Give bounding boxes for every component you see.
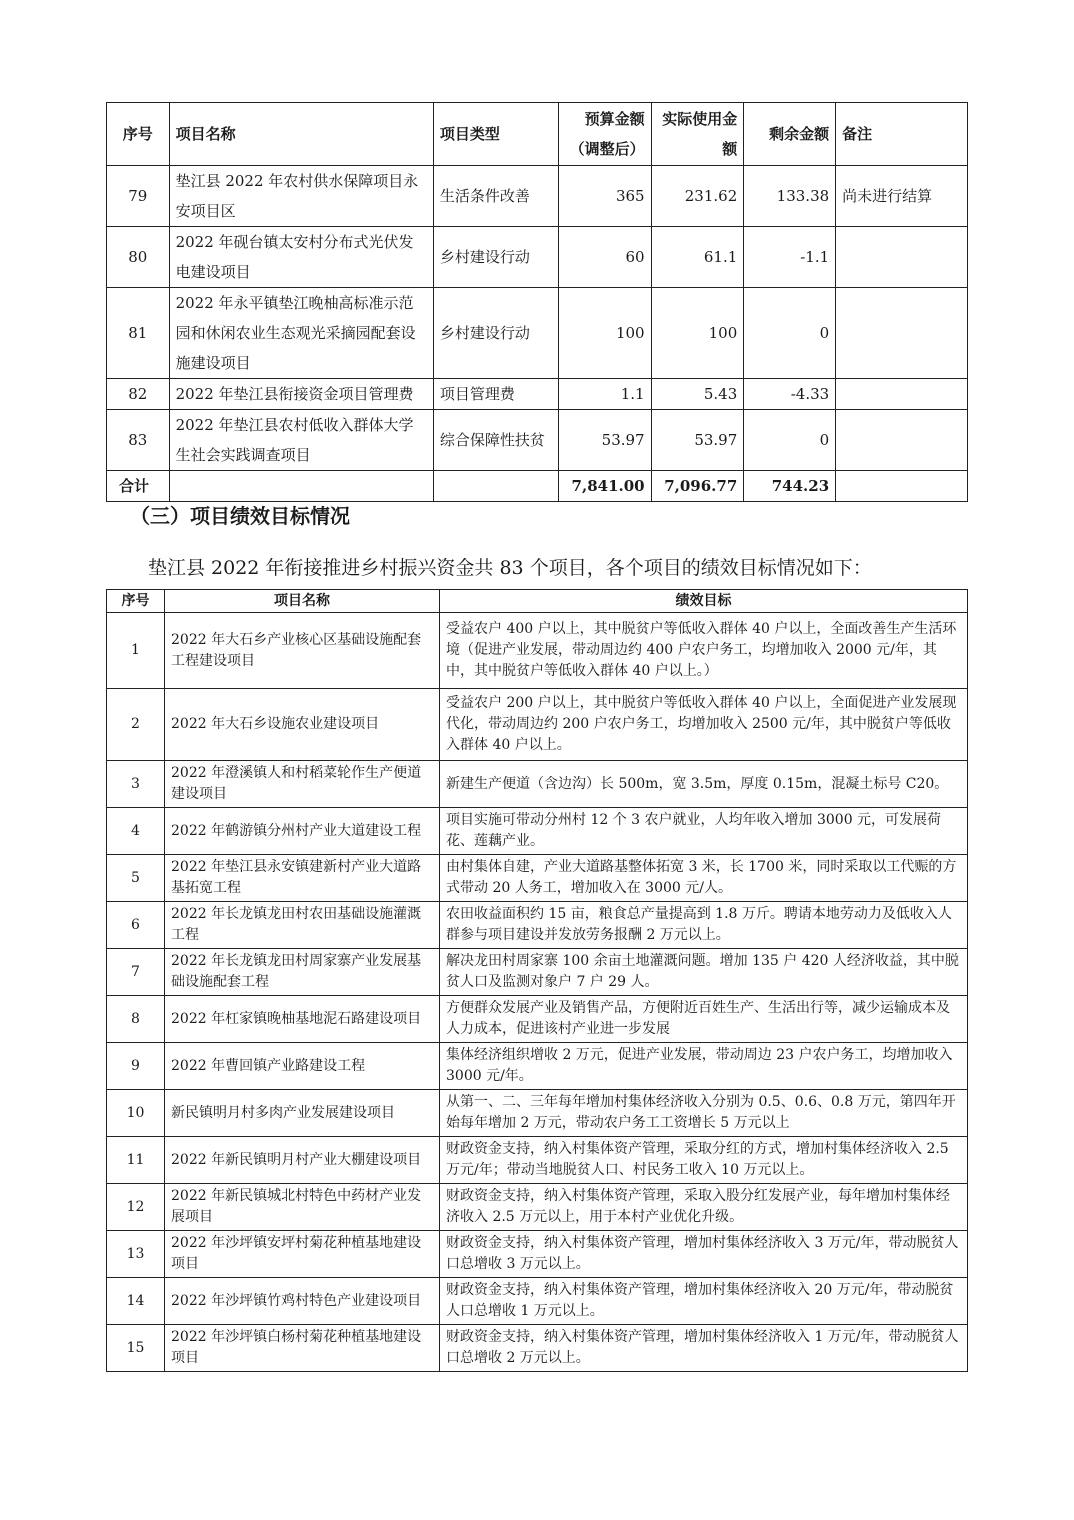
total-row [107, 471, 968, 502]
cell-empty [169, 471, 433, 502]
cell-name: 2022 年垫江县农村低收入群体大学生社会实践调查项目 [169, 410, 433, 471]
cell-remain: -1.1 [744, 227, 836, 288]
cell-remain: -4.33 [744, 379, 836, 410]
cell-no: 5 [107, 855, 165, 902]
cell-budget: 365 [558, 166, 651, 227]
cell-type: 乡村建设行动 [433, 227, 558, 288]
intro-paragraph: 垫江县 2022 年衔接推进乡村振兴资金共 83 个项目，各个项目的绩效目标情况如下： [148, 557, 872, 579]
table-row [107, 902, 968, 949]
table-row [107, 855, 968, 902]
cell-no: 3 [107, 761, 165, 808]
cell-note [836, 227, 968, 288]
cell-no: 83 [107, 410, 170, 471]
header-actual: 实际使用金额 [651, 103, 744, 166]
cell-name: 2022 年曹回镇产业路建设工程 [165, 1043, 440, 1090]
header-budget: 预算金额（调整后） [558, 103, 651, 166]
cell-name: 2022 年永平镇垫江晚柚高标准示范园和休闲农业生态观光采摘园配套设施建设项目 [169, 288, 433, 379]
cell-no: 8 [107, 996, 165, 1043]
cell-no: 6 [107, 902, 165, 949]
cell-name: 2022 年新民镇明月村产业大棚建设项目 [165, 1137, 440, 1184]
cell-goal: 受益农户 400 户以上，其中脱贫户等低收入群体 40 户以上，全面改善生产生活环境（促进产业发展，带动周边约 400 户农户务工，均增加收入 2000 元/年，其中，其中脱贫户等低收入群体 40 户以上。） [440, 613, 968, 689]
cell-note [836, 288, 968, 379]
cell-no: 10 [107, 1090, 165, 1137]
cell-no: 12 [107, 1184, 165, 1231]
cell-no: 2 [107, 689, 165, 761]
header-note: 备注 [836, 103, 968, 166]
cell-name: 2022 年砚台镇太安村分布式光伏发电建设项目 [169, 227, 433, 288]
cell-goal: 财政资金支持，纳入村集体资产管理，采取入股分红发展产业，每年增加村集体经济收入 2.5 万元以上，用于本村产业优化升级。 [440, 1184, 968, 1231]
cell-actual: 61.1 [651, 227, 744, 288]
table-row [107, 949, 968, 996]
cell-note: 尚未进行结算 [836, 166, 968, 227]
cell-actual: 100 [651, 288, 744, 379]
cell-goal: 方便群众发展产业及销售产品，方便附近百姓生产、生活出行等，减少运输成本及人力成本，促进该村产业进一步发展 [440, 996, 968, 1043]
table-row [107, 1325, 968, 1372]
cell-goal: 解决龙田村周家寨 100 余亩土地灌溉问题。增加 135 户 420 人经济收益，其中脱贫人口及监测对象户 7 户 29 人。 [440, 949, 968, 996]
cell-note [836, 379, 968, 410]
cell-name: 新民镇明月村多肉产业发展建设项目 [165, 1090, 440, 1137]
header-no: 序号 [107, 590, 165, 613]
cell-no: 82 [107, 379, 170, 410]
cell-note [836, 410, 968, 471]
table-row [107, 1137, 968, 1184]
cell-no: 80 [107, 227, 170, 288]
table-row [107, 166, 968, 227]
header-remain: 剩余金额 [744, 103, 836, 166]
cell-goal: 财政资金支持，纳入村集体资产管理，增加村集体经济收入 20 万元/年，带动脱贫人口总增收 1 万元以上。 [440, 1278, 968, 1325]
header-no: 序号 [107, 103, 170, 166]
cell-budget: 1.1 [558, 379, 651, 410]
cell-type: 项目管理费 [433, 379, 558, 410]
table-row [107, 379, 968, 410]
cell-no: 81 [107, 288, 170, 379]
section-title: （三）项目绩效目标情况 [130, 504, 350, 528]
cell-name: 2022 年大石乡设施农业建设项目 [165, 689, 440, 761]
total-label: 合计 [107, 471, 170, 502]
cell-no: 14 [107, 1278, 165, 1325]
cell-remain: 0 [744, 410, 836, 471]
header-name: 项目名称 [169, 103, 433, 166]
cell-goal: 项目实施可带动分州村 12 个 3 农户就业，人均年收入增加 3000 元，可发展荷花、莲藕产业。 [440, 808, 968, 855]
cell-remain: 133.38 [744, 166, 836, 227]
table-row [107, 689, 968, 761]
cell-goal: 财政资金支持，纳入村集体资产管理，增加村集体经济收入 1 万元/年，带动脱贫人口总增收 2 万元以上。 [440, 1325, 968, 1372]
cell-budget: 60 [558, 227, 651, 288]
total-actual: 7,096.77 [651, 471, 744, 502]
cell-name: 2022 年杠家镇晚柚基地泥石路建设项目 [165, 996, 440, 1043]
cell-name: 2022 年澄溪镇人和村稻菜轮作生产便道建设项目 [165, 761, 440, 808]
cell-no: 1 [107, 613, 165, 689]
header-name: 项目名称 [165, 590, 440, 613]
cell-empty [836, 471, 968, 502]
table-header-row [107, 590, 968, 613]
table-row [107, 1184, 968, 1231]
cell-actual: 53.97 [651, 410, 744, 471]
cell-name: 2022 年沙坪镇竹鸡村特色产业建设项目 [165, 1278, 440, 1325]
cell-name: 2022 年新民镇城北村特色中药材产业发展项目 [165, 1184, 440, 1231]
cell-goal: 财政资金支持，纳入村集体资产管理，采取分红的方式，增加村集体经济收入 2.5 万元/年；带动当地脱贫人口、村民务工收入 10 万元以上。 [440, 1137, 968, 1184]
cell-type: 生活条件改善 [433, 166, 558, 227]
table-row [107, 288, 968, 379]
cell-name: 2022 年垫江县永安镇建新村产业大道路基拓宽工程 [165, 855, 440, 902]
table-row [107, 761, 968, 808]
cell-name: 2022 年长龙镇龙田村周家寨产业发展基础设施配套工程 [165, 949, 440, 996]
cell-name: 2022 年大石乡产业核心区基础设施配套工程建设项目 [165, 613, 440, 689]
cell-goal: 集体经济组织增收 2 万元，促进产业发展，带动周边 23 户农户务工，均增加收入 3000 元/年。 [440, 1043, 968, 1090]
cell-no: 9 [107, 1043, 165, 1090]
cell-name: 2022 年鹤游镇分州村产业大道建设工程 [165, 808, 440, 855]
fund-usage-table [106, 102, 968, 502]
header-goal: 绩效目标 [440, 590, 968, 613]
cell-remain: 0 [744, 288, 836, 379]
cell-type: 综合保障性扶贫 [433, 410, 558, 471]
cell-name: 垫江县 2022 年农村供水保障项目永安项目区 [169, 166, 433, 227]
cell-actual: 5.43 [651, 379, 744, 410]
cell-goal: 农田收益面积约 15 亩，粮食总产量提高到 1.8 万斤。聘请本地劳动力及低收入人群参与项目建设并发放劳务报酬 2 万元以上。 [440, 902, 968, 949]
cell-goal: 由村集体自建，产业大道路基整体拓宽 3 米，长 1700 米，同时采取以工代赈的方式带动 20 人务工，增加收入在 3000 元/人。 [440, 855, 968, 902]
performance-goals-table [106, 589, 968, 1372]
table-header-row [107, 103, 968, 166]
cell-empty [433, 471, 558, 502]
table-row [107, 1278, 968, 1325]
table-row [107, 1090, 968, 1137]
table-row [107, 808, 968, 855]
cell-no: 79 [107, 166, 170, 227]
cell-no: 13 [107, 1231, 165, 1278]
cell-goal: 财政资金支持，纳入村集体资产管理，增加村集体经济收入 3 万元/年，带动脱贫人口总增收 3 万元以上。 [440, 1231, 968, 1278]
cell-goal: 从第一、二、三年每年增加村集体经济收入分别为 0.5、0.6、0.8 万元，第四年开始每年增加 2 万元，带动农户务工工资增长 5 万元以上 [440, 1090, 968, 1137]
cell-actual: 231.62 [651, 166, 744, 227]
table-row [107, 1043, 968, 1090]
total-remain: 744.23 [744, 471, 836, 502]
cell-name: 2022 年沙坪镇安坪村菊花种植基地建设项目 [165, 1231, 440, 1278]
cell-budget: 53.97 [558, 410, 651, 471]
cell-goal: 受益农户 200 户以上，其中脱贫户等低收入群体 40 户以上，全面促进产业发展现代化，带动周边约 200 户农户务工，均增加收入 2500 元/年，其中脱贫户等低收入群体 40 户以上。 [440, 689, 968, 761]
cell-goal: 新建生产便道（含边沟）长 500m，宽 3.5m，厚度 0.15m，混凝土标号 C20。 [440, 761, 968, 808]
cell-name: 2022 年垫江县衔接资金项目管理费 [169, 379, 433, 410]
cell-no: 7 [107, 949, 165, 996]
table-row [107, 227, 968, 288]
total-budget: 7,841.00 [558, 471, 651, 502]
table-row [107, 410, 968, 471]
cell-no: 4 [107, 808, 165, 855]
cell-type: 乡村建设行动 [433, 288, 558, 379]
cell-name: 2022 年长龙镇龙田村农田基础设施灌溉工程 [165, 902, 440, 949]
cell-name: 2022 年沙坪镇白杨村菊花种植基地建设项目 [165, 1325, 440, 1372]
cell-no: 11 [107, 1137, 165, 1184]
cell-budget: 100 [558, 288, 651, 379]
table-row [107, 613, 968, 689]
cell-no: 15 [107, 1325, 165, 1372]
table-row [107, 1231, 968, 1278]
table-row [107, 996, 968, 1043]
header-type: 项目类型 [433, 103, 558, 166]
